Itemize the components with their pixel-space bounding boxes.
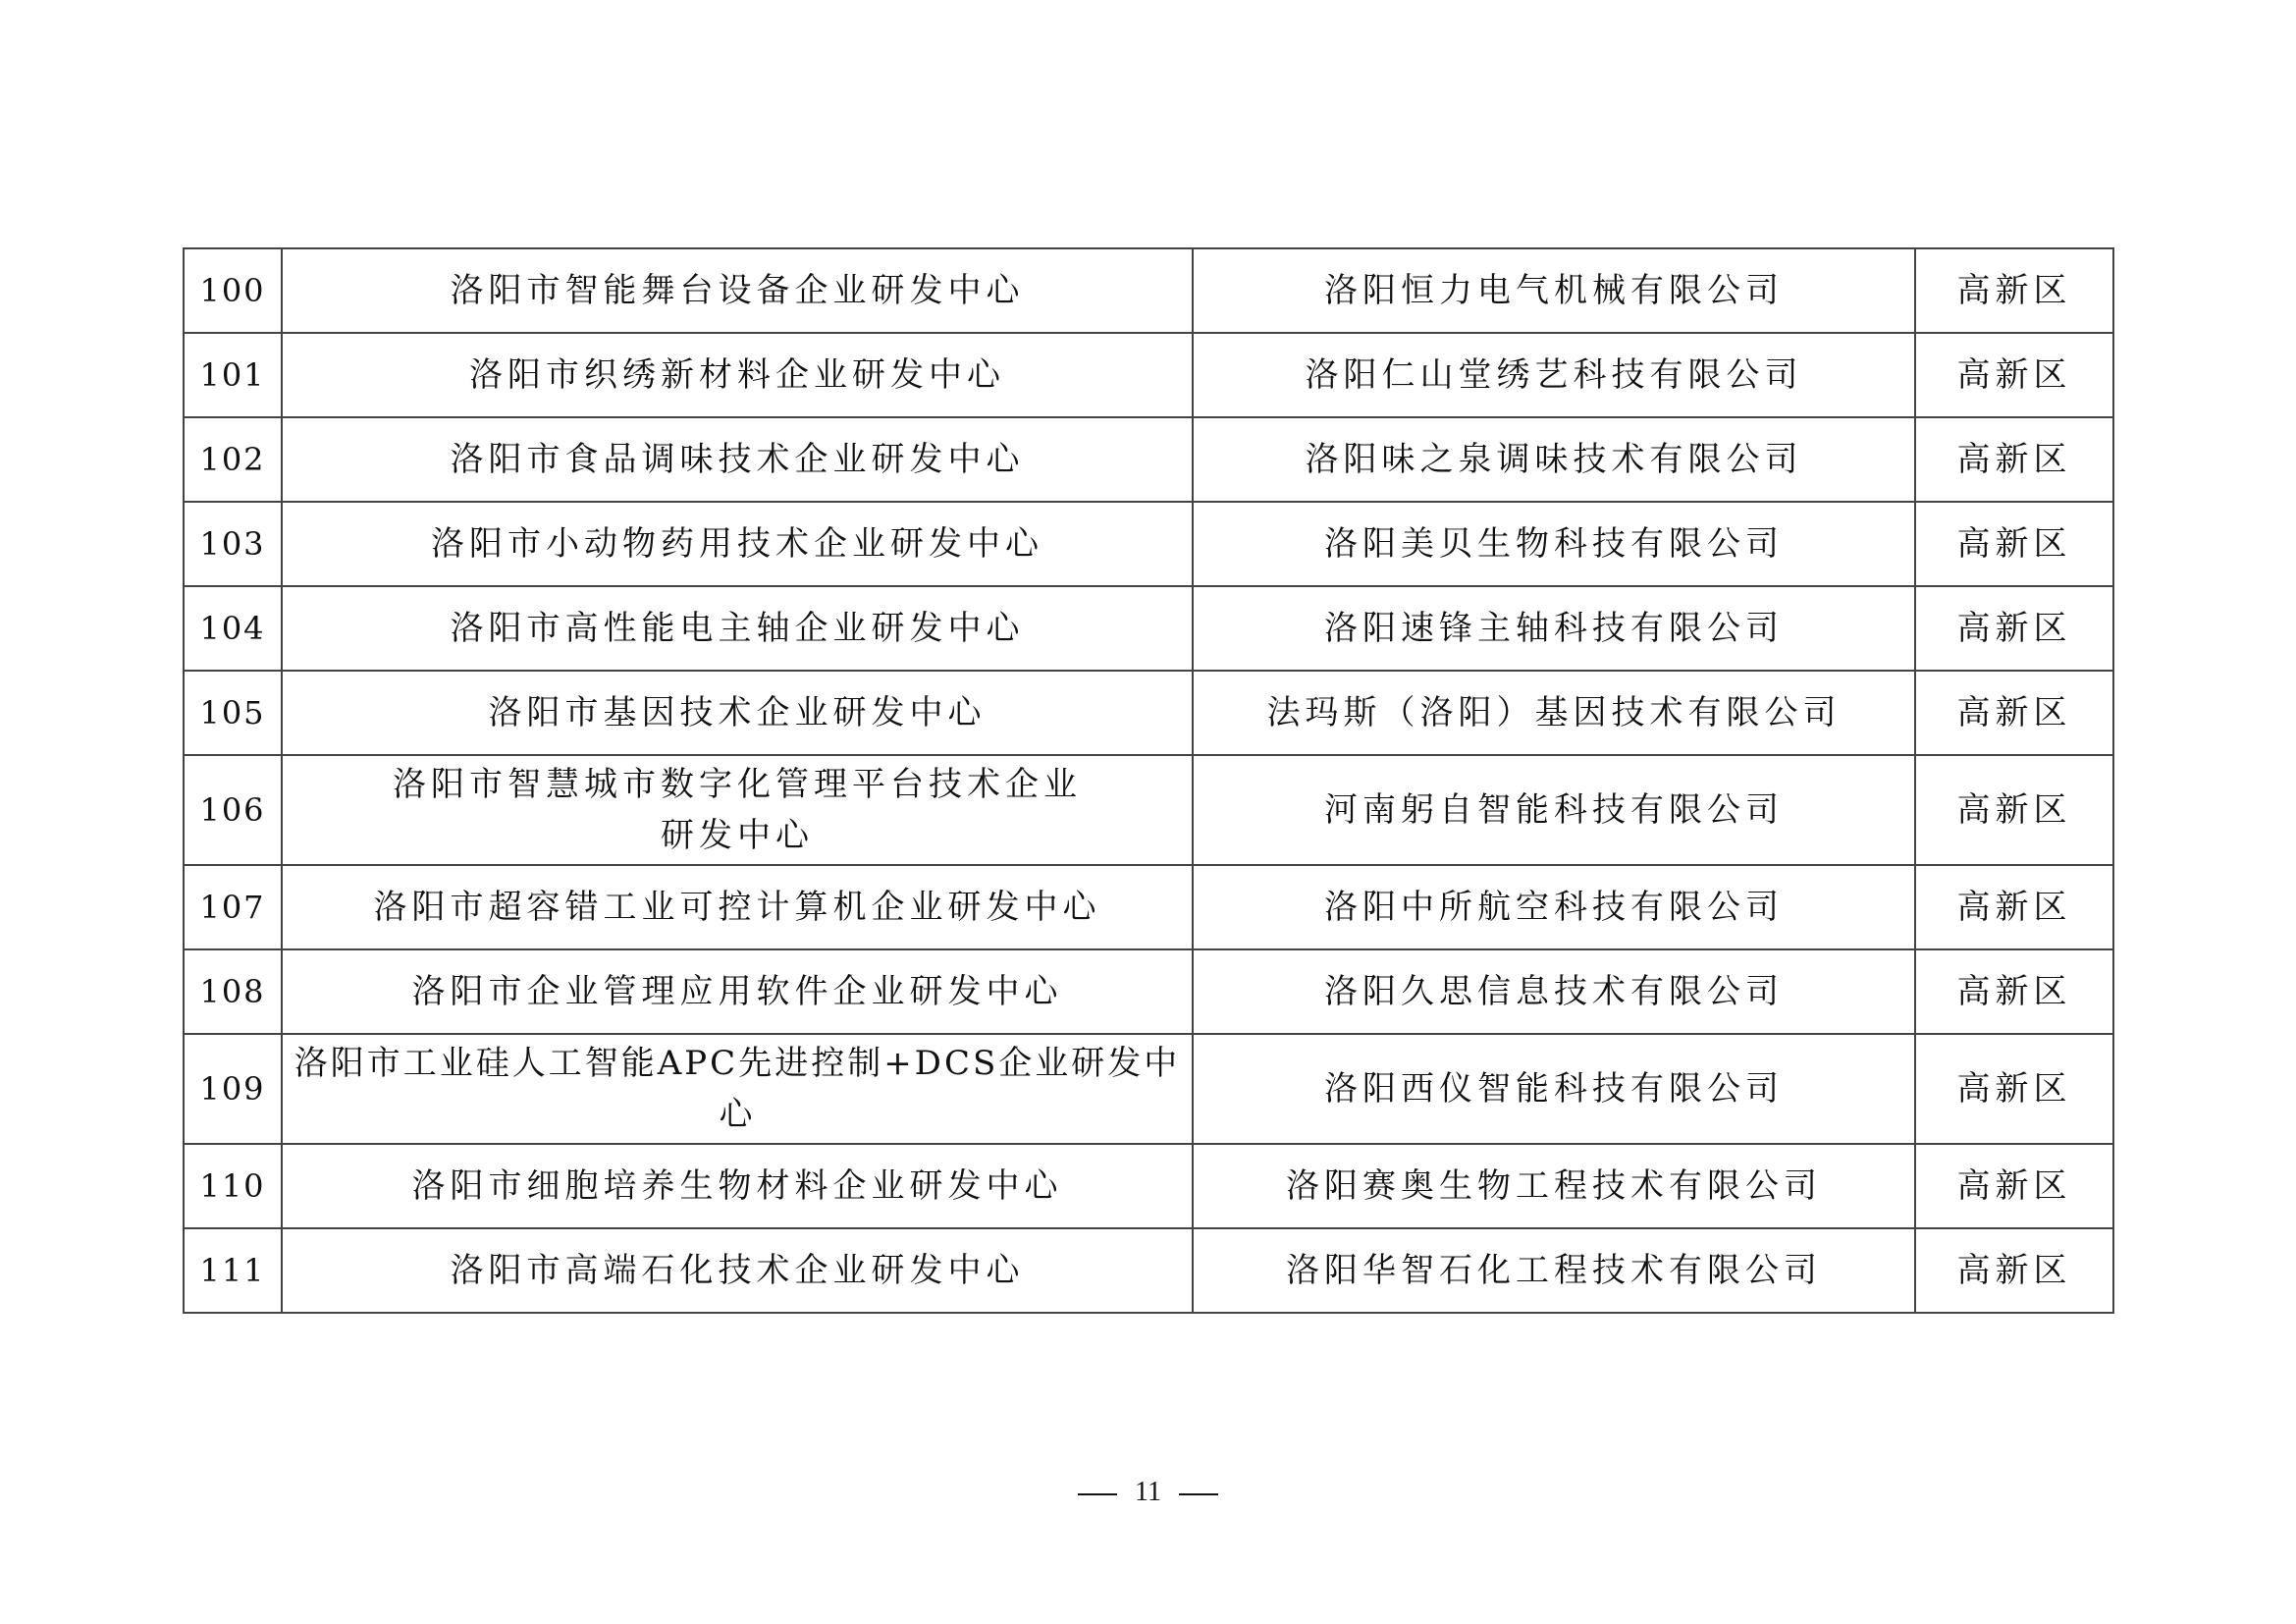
table-row [184,1034,2113,1144]
table-row [184,248,2113,333]
company-name: 法玛斯（洛阳）基因技术有限公司 [1193,671,1915,755]
table-row [184,333,2113,417]
rd-center-name: 洛阳市食品调味技术企业研发中心 [282,417,1193,502]
district: 高新区 [1915,1144,2113,1228]
table-row [184,502,2113,586]
rd-center-name: 洛阳市高性能电主轴企业研发中心 [282,586,1193,671]
enterprise-rd-center-table [183,247,2114,1314]
row-number: 107 [184,865,282,949]
district: 高新区 [1915,586,2113,671]
rd-center-name-line-1: 洛阳市工业硅人工智能APC先进控制+DCS企业研发中 [294,1044,1181,1083]
rd-center-name: 洛阳市企业管理应用软件企业研发中心 [282,949,1193,1034]
row-number: 100 [184,248,282,333]
row-number: 102 [184,417,282,502]
company-name: 洛阳仁山堂绣艺科技有限公司 [1193,333,1915,417]
row-number: 108 [184,949,282,1034]
company-name: 洛阳味之泉调味技术有限公司 [1193,417,1915,502]
row-number: 106 [184,755,282,865]
district: 高新区 [1915,1228,2113,1313]
district: 高新区 [1915,949,2113,1034]
page-number: 11 [1135,1477,1161,1507]
table-row [184,1228,2113,1313]
company-name: 洛阳华智石化工程技术有限公司 [1193,1228,1915,1313]
company-name: 洛阳赛奥生物工程技术有限公司 [1193,1144,1915,1228]
footer-dash-right [1179,1493,1218,1495]
company-name: 洛阳久思信息技术有限公司 [1193,949,1915,1034]
row-number: 111 [184,1228,282,1313]
table-row [184,586,2113,671]
row-number: 104 [184,586,282,671]
district: 高新区 [1915,248,2113,333]
rd-center-name: 洛阳市细胞培养生物材料企业研发中心 [282,1144,1193,1228]
district: 高新区 [1915,333,2113,417]
rd-center-name [282,755,1193,865]
rd-center-name: 洛阳市超容错工业可控计算机企业研发中心 [282,865,1193,949]
footer-dash-left [1078,1493,1117,1495]
rd-center-name-line-2: 研发中心 [661,816,814,855]
table-row [184,865,2113,949]
row-number: 109 [184,1034,282,1144]
rd-center-name: 洛阳市基因技术企业研发中心 [282,671,1193,755]
rd-center-name: 洛阳市织绣新材料企业研发中心 [282,333,1193,417]
rd-center-name: 洛阳市智能舞台设备企业研发中心 [282,248,1193,333]
rd-center-name [282,1034,1193,1144]
page-footer [0,1473,2296,1512]
company-name: 河南躬自智能科技有限公司 [1193,755,1915,865]
district: 高新区 [1915,502,2113,586]
table-row [184,755,2113,865]
district: 高新区 [1915,671,2113,755]
table-row [184,1144,2113,1228]
rd-center-name: 洛阳市小动物药用技术企业研发中心 [282,502,1193,586]
company-name: 洛阳美贝生物科技有限公司 [1193,502,1915,586]
table-row [184,949,2113,1034]
company-name: 洛阳西仪智能科技有限公司 [1193,1034,1915,1144]
row-number: 110 [184,1144,282,1228]
table-row [184,671,2113,755]
district: 高新区 [1915,865,2113,949]
rd-center-name: 洛阳市高端石化技术企业研发中心 [282,1228,1193,1313]
company-name: 洛阳速锋主轴科技有限公司 [1193,586,1915,671]
table-row [184,417,2113,502]
rd-center-name-line-1: 洛阳市智慧城市数字化管理平台技术企业 [393,765,1082,804]
district: 高新区 [1915,1034,2113,1144]
district: 高新区 [1915,755,2113,865]
district: 高新区 [1915,417,2113,502]
rd-center-name-line-2: 心 [719,1095,756,1134]
company-name: 洛阳中所航空科技有限公司 [1193,865,1915,949]
row-number: 101 [184,333,282,417]
company-name: 洛阳恒力电气机械有限公司 [1193,248,1915,333]
row-number: 103 [184,502,282,586]
row-number: 105 [184,671,282,755]
